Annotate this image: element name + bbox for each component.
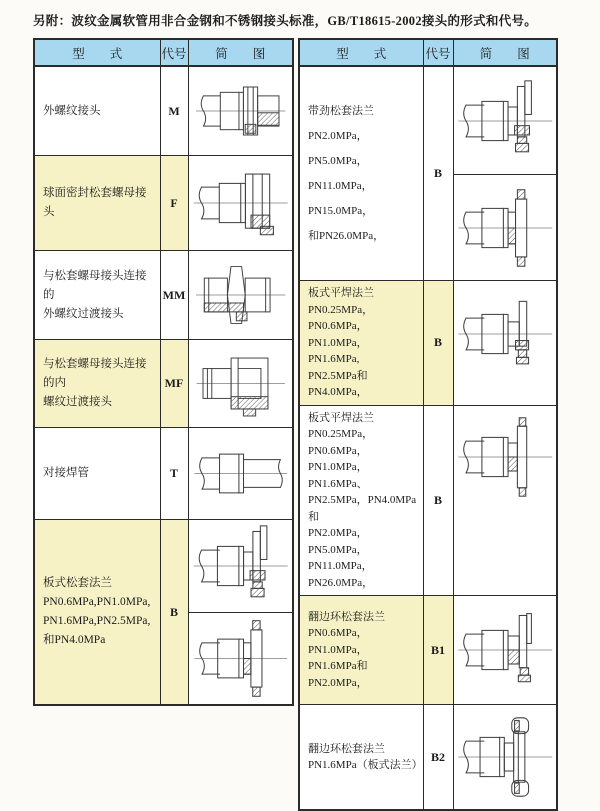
butt-weld-pipe-diagram [189, 432, 293, 515]
plate-weld-flange-diagram [454, 292, 557, 376]
code-value: MF [160, 340, 188, 428]
type-line: 板式平焊法兰 [308, 287, 374, 299]
tables-container [33, 38, 558, 811]
type-line: 翻边环松套法兰 [308, 610, 385, 623]
type-line: 板式平焊法兰 [308, 411, 374, 424]
type-line: PN11.0MPa，PN15.0MPa， [308, 179, 374, 217]
type-cell [34, 156, 160, 251]
diagram-box [189, 520, 293, 612]
male-female-adapter-diagram [189, 344, 293, 423]
male-male-adapter-diagram [189, 255, 293, 335]
type-line: PN1.6MPa（板式法兰） [308, 759, 423, 771]
header-diagram: 简 图 [188, 39, 293, 66]
type-cell [34, 66, 160, 156]
type-line: PN11.0MPa，PN26.0MPa， [308, 560, 374, 589]
diagram-cell [453, 405, 557, 596]
type-line: PN2.5MPa，PN4.0MPa和 [308, 494, 417, 523]
type-cell [34, 428, 160, 520]
diagram-box [454, 174, 557, 280]
table-row [299, 705, 557, 811]
doc-title: 另附：波纹金属软管用非合金钢和不锈钢接头标准，GB/T18615-2002接头的形式和代号。 [33, 14, 538, 28]
diagram-cell [188, 156, 293, 251]
type-cell [299, 705, 423, 811]
diagram-cell [188, 340, 293, 428]
fitting-table-right-mount [298, 38, 558, 811]
table-row [299, 281, 557, 406]
table-row [34, 340, 293, 428]
type-line: 翻边环松套法兰 [308, 742, 385, 755]
type-line: PN2.0MPa，PN5.0MPa， [308, 527, 368, 556]
diagram-cell [188, 66, 293, 156]
code-value: M [160, 66, 188, 156]
type-line: 外螺纹接头 [43, 104, 101, 117]
header-type: 型 式 [34, 39, 160, 66]
type-line: 外螺纹过渡接头 [43, 307, 124, 320]
table-row [299, 66, 557, 281]
type-line: PN0.6MPa，PN1.0MPa， [308, 627, 368, 656]
diagram-cell [188, 428, 293, 520]
code-value: T [160, 428, 188, 520]
header-type: 型 式 [299, 39, 423, 66]
type-line: 板式松套法兰 [43, 577, 112, 589]
type-line: 与松套螺母接头连接的 [43, 269, 147, 301]
type-line: 和PN4.0MPa [43, 634, 106, 646]
table-row [34, 428, 293, 520]
plate-loose-flange-bottom-diagram [189, 617, 293, 700]
spherical-loose-nut-fitting-diagram [189, 161, 293, 245]
code-value: F [160, 156, 188, 251]
diagram-box [454, 281, 557, 386]
type-line: 与松套螺母接头连接的内 [43, 358, 147, 389]
type-cell [299, 281, 423, 406]
table-row [34, 66, 293, 156]
neck-loose-flange-bottom-diagram [454, 186, 557, 270]
table-row [299, 405, 557, 596]
table-row [299, 596, 557, 705]
type-cell [34, 520, 160, 706]
type-line: PN0.25MPa，PN0.6MPa， [308, 303, 374, 332]
header-diagram: 简 图 [453, 39, 557, 66]
table-row [34, 520, 293, 706]
diagram-cell [188, 251, 293, 340]
type-line: 带劲松套法兰 [308, 104, 374, 117]
type-line: PN2.0MPa，PN5.0MPa， [308, 129, 368, 167]
plate-weld-flange-sym-diagram [454, 415, 557, 499]
code-value: B [423, 281, 453, 406]
diagram-box [189, 156, 293, 250]
plate-loose-flange-top-diagram [189, 524, 293, 608]
type-line: PN2.5MPa和PN4.0MPa， [308, 369, 368, 398]
diagram-cell [453, 281, 557, 406]
header-code: 代号 [160, 39, 188, 66]
fitting-table-right [298, 38, 558, 811]
type-line: PN1.0MPa，PN1.6MPa、 [308, 461, 368, 490]
diagram-box [189, 428, 293, 519]
type-line: 球面密封松套螺母接头 [43, 187, 147, 218]
header-code: 代号 [423, 39, 453, 66]
neck-loose-flange-top-diagram [454, 79, 557, 163]
code-value: B [423, 66, 453, 281]
fitting-table-left-mount [33, 38, 294, 706]
diagram-cell [453, 66, 557, 281]
type-cell [34, 340, 160, 428]
type-line: PN1.0MPa，PN1.6MPa, [308, 336, 368, 365]
diagram-cell [188, 520, 293, 706]
code-value: B [160, 520, 188, 706]
code-value: B [423, 405, 453, 596]
flanging-ring-loose-flange-b1-diagram [454, 608, 557, 692]
type-line: PN0.25MPa，PN0.6MPa， [308, 428, 374, 457]
diagram-box [454, 406, 557, 508]
diagram-box [189, 67, 293, 155]
diagram-cell [453, 705, 557, 811]
diagram-box [189, 612, 293, 704]
diagram-cell [453, 596, 557, 705]
code-value: B1 [423, 596, 453, 705]
type-line: 对接焊管 [43, 467, 89, 479]
type-line: 和PN26.0MPa， [308, 229, 385, 242]
table-row [34, 156, 293, 251]
code-value: MM [160, 251, 188, 340]
type-line: PN0.6MPa,PN1.0MPa, [43, 596, 151, 608]
type-cell [299, 66, 423, 281]
diagram-box [454, 596, 557, 704]
type-cell [34, 251, 160, 340]
diagram-box [454, 705, 557, 809]
type-line: PN1.6MPa,PN2.5MPa, [43, 615, 151, 627]
flanging-ring-loose-flange-b2-diagram [454, 715, 557, 799]
code-value: B2 [423, 705, 453, 811]
table-row [34, 251, 293, 340]
type-line: 螺纹过渡接头 [43, 396, 112, 408]
fitting-table-left [33, 38, 294, 706]
type-cell [299, 596, 423, 705]
diagram-box [189, 251, 293, 339]
diagram-box [189, 340, 293, 427]
type-cell [299, 405, 423, 596]
male-thread-fitting-diagram [189, 71, 293, 151]
diagram-box [454, 67, 557, 174]
type-line: PN1.6MPa和PN2.0MPa， [308, 660, 368, 689]
